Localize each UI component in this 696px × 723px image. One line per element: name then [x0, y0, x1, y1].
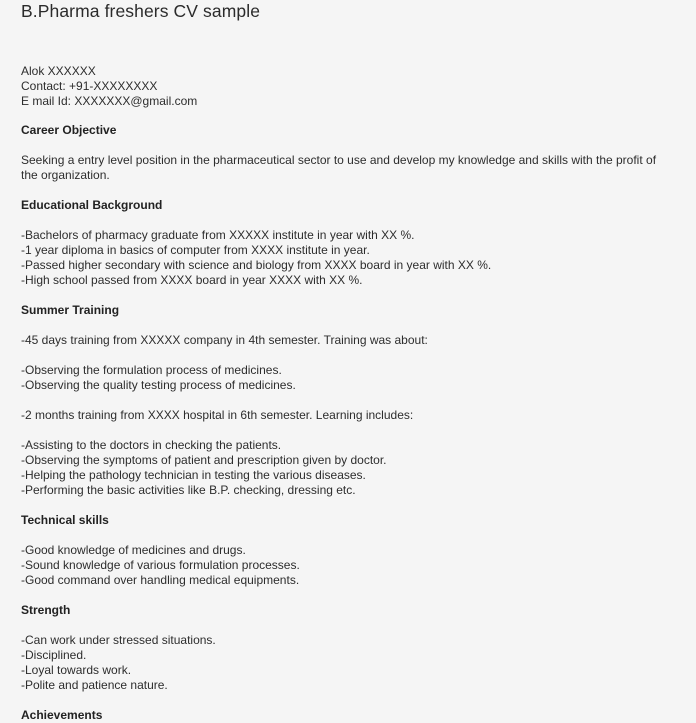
list-item: -Observing the formulation process of medicines. — [21, 363, 282, 377]
training-2-intro: -2 months training from XXXX hospital in 6th semester. Learning includes: — [21, 408, 414, 422]
contact-email: E mail Id: XXXXXXX@gmail.com — [21, 94, 198, 108]
list-item: -Helping the pathology technician in testing the various diseases. — [21, 468, 366, 482]
career-objective-text: Seeking a entry level position in the pharmaceutical sector to use and develop my knowledge and skills with the profit of the organization. — [21, 153, 657, 182]
list-item: -Assisting to the doctors in checking the patients. — [21, 438, 282, 452]
technical-skills-heading: Technical skills — [21, 513, 109, 527]
list-item: -Observing the quality testing process of medicines. — [21, 378, 296, 392]
list-item: -Polite and patience nature. — [21, 678, 168, 692]
education-heading: Educational Background — [21, 198, 163, 212]
training-1-intro: -45 days training from XXXXX company in 4th semester. Training was about: — [21, 333, 428, 347]
cv-body — [21, 64, 681, 723]
list-item: -Can work under stressed situations. — [21, 633, 216, 647]
candidate-name: Alok XXXXXX — [21, 64, 96, 78]
contact-phone: Contact: +91-XXXXXXXX — [21, 79, 158, 93]
contact-block — [21, 64, 681, 109]
list-item: -Performing the basic activities like B.P. checking, dressing etc. — [21, 483, 356, 497]
list-item: -Sound knowledge of various formulation processes. — [21, 558, 300, 572]
education-list — [21, 228, 681, 288]
list-item: -High school passed from XXXX board in year XXXX with XX %. — [21, 273, 363, 287]
list-item: -1 year diploma in basics of computer from XXXX institute in year. — [21, 243, 370, 257]
technical-skills-list — [21, 543, 681, 588]
training-2-list — [21, 438, 681, 498]
career-objective-heading: Career Objective — [21, 123, 117, 137]
list-item: -Good command over handling medical equipments. — [21, 573, 300, 587]
achievements-heading: Achievements — [21, 708, 103, 722]
list-item: -Loyal towards work. — [21, 663, 132, 677]
list-item: -Bachelors of pharmacy graduate from XXXXX institute in year with XX %. — [21, 228, 415, 242]
list-item: -Good knowledge of medicines and drugs. — [21, 543, 246, 557]
list-item: -Disciplined. — [21, 648, 87, 662]
summer-training-heading: Summer Training — [21, 303, 120, 317]
page-title: B.Pharma freshers CV sample — [21, 1, 261, 21]
strength-list — [21, 633, 681, 693]
strength-heading: Strength — [21, 603, 71, 617]
list-item: -Observing the symptoms of patient and prescription given by doctor. — [21, 453, 387, 467]
list-item: -Passed higher secondary with science and biology from XXXX board in year with XX %. — [21, 258, 492, 272]
training-1-list — [21, 363, 681, 393]
